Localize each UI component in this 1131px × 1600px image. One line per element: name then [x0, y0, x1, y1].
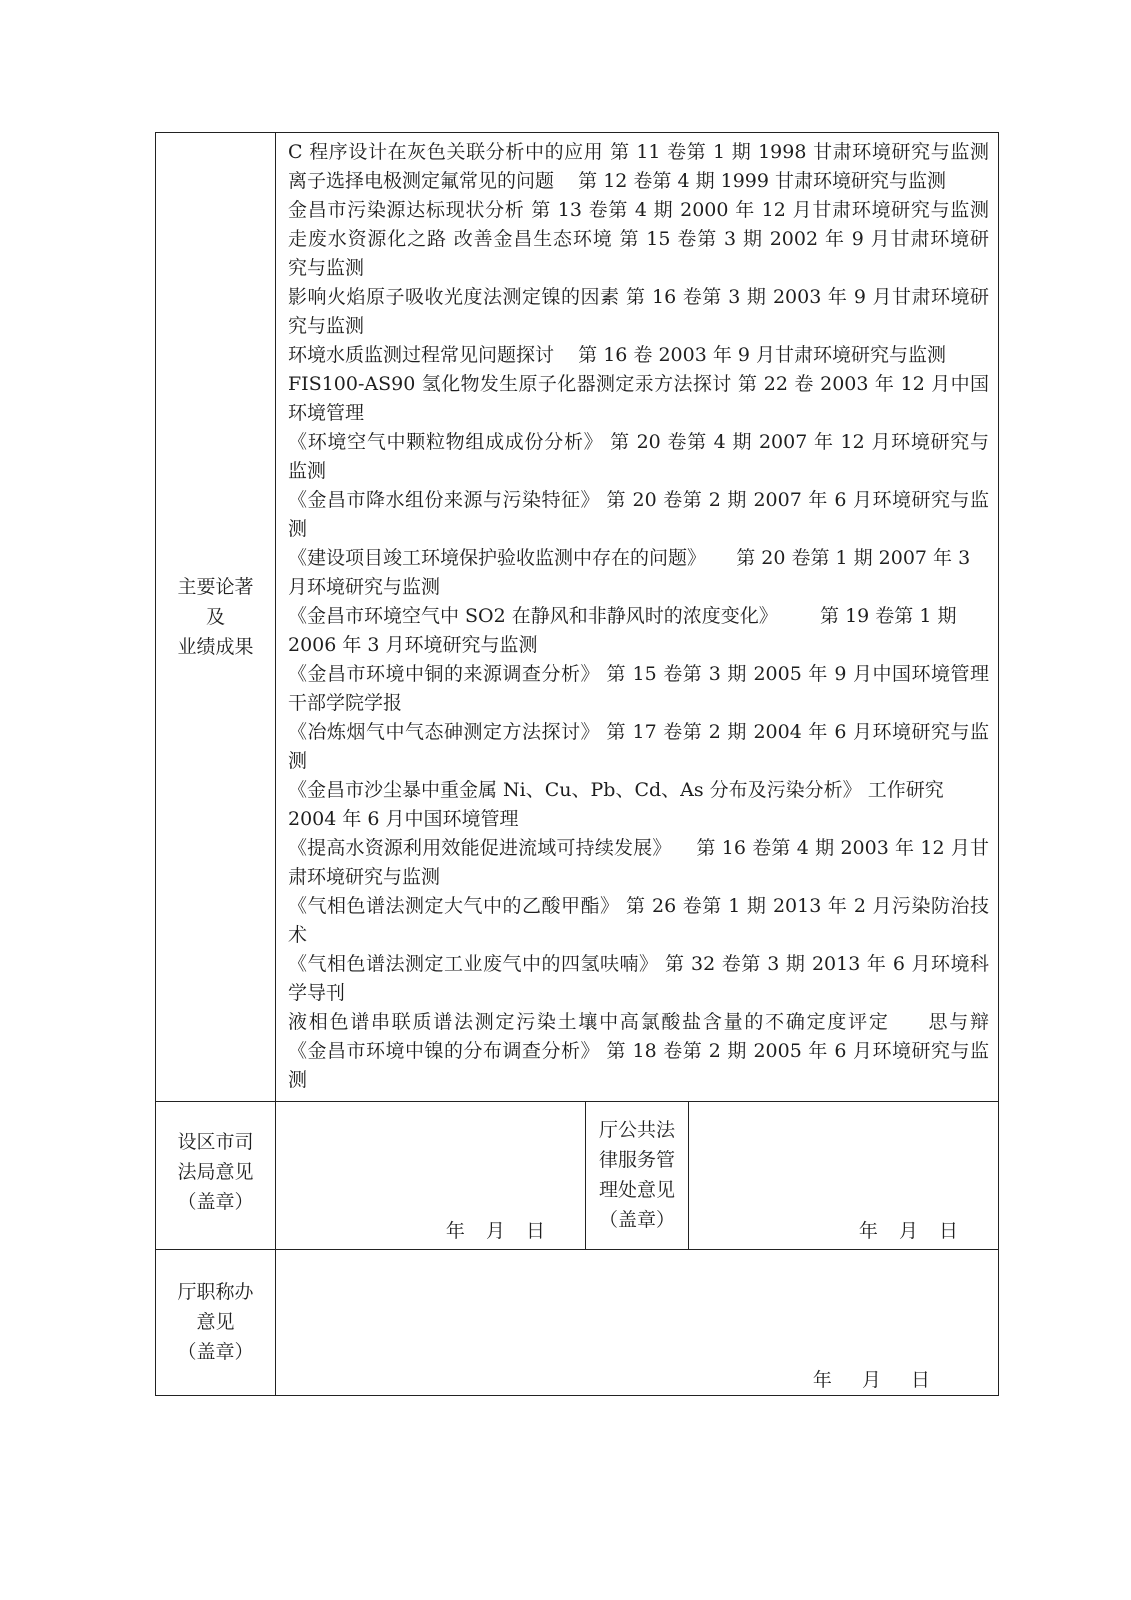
city-bureau-label: [156, 1102, 275, 1217]
entry-line: 《金昌市环境中镍的分布调查分析》 第 18 卷第 2 期 2005 年 6 月环境研究与监: [288, 1040, 989, 1062]
entry-line: 测: [288, 1069, 308, 1091]
entry-line: 干部学院学报: [288, 692, 403, 714]
label-line: 业绩成果: [177, 636, 254, 658]
entry-line: 离子选择电极测定氟常见的问题 第 12 卷第 4 期 1999 甘肃环境研究与监测: [288, 170, 947, 192]
publication-entry: [288, 486, 989, 544]
entry-line: 肃环境研究与监测: [288, 866, 441, 888]
label-line: 及: [205, 606, 225, 628]
entry-line: 《环境空气中颗粒物组成成份分析》 第 20 卷第 4 期 2007 年 12 月环境研究与: [288, 431, 989, 453]
publication-entry: [288, 167, 989, 196]
entry-line: 液相色谱串联质谱法测定污染土壤中高氯酸盐含量的不确定度评定 思与辩: [288, 1011, 989, 1033]
entry-line: 《气相色谱法测定大气中的乙酸甲酯》 第 26 卷第 1 期 2013 年 2 月污染防治技: [288, 895, 989, 917]
achievements-content-cell: [276, 133, 999, 1102]
publication-list: [276, 133, 999, 1099]
label-line: （盖章）: [598, 1209, 675, 1231]
label-line: 厅公共法: [598, 1119, 675, 1141]
opinion-row: [156, 1102, 999, 1250]
label-line: 意见: [196, 1311, 235, 1333]
publication-entry: [288, 1037, 989, 1095]
entry-line: 《金昌市降水组份来源与污染特征》 第 20 卷第 2 期 2007 年 6 月环境研究与监: [288, 489, 989, 511]
publication-entry: [288, 602, 989, 660]
entry-line: 学导刊: [288, 982, 346, 1004]
publication-entry: [288, 138, 989, 167]
publication-entry: [288, 892, 989, 950]
entry-line: 究与监测: [288, 315, 365, 337]
publication-entry: [288, 428, 989, 486]
entry-line: 究与监测: [288, 257, 365, 279]
entry-line: C 程序设计在灰色关联分析中的应用 第 11 卷第 1 期 1998 甘肃环境研究与监测: [288, 141, 989, 163]
title-office-label-cell: [156, 1250, 276, 1396]
review-form-table: [155, 132, 999, 1396]
entry-line: 走废水资源化之路 改善金昌生态环境 第 15 卷第 3 期 2002 年 9 月甘肃环境研: [288, 228, 989, 250]
entry-line: 2004 年 6 月中国环境管理: [288, 808, 519, 830]
achievements-label: [156, 572, 275, 662]
legal-service-label: [586, 1102, 688, 1235]
publication-entry: [288, 544, 989, 602]
date-line: 年 月 日: [858, 1220, 959, 1242]
label-line: （盖章）: [177, 1191, 254, 1213]
label-line: 律服务管: [598, 1149, 675, 1171]
achievements-row: [156, 133, 999, 1102]
city-bureau-label-cell: [156, 1102, 276, 1250]
entry-line: 《提高水资源利用效能促进流域可持续发展》 第 16 卷第 4 期 2003 年 12 月甘: [288, 837, 989, 859]
entry-line: 月环境研究与监测: [288, 576, 441, 598]
entry-line: 测: [288, 518, 308, 540]
label-line: 主要论著: [177, 576, 254, 598]
legal-service-opinion-cell[interactable]: [689, 1102, 999, 1250]
publication-entry: [288, 1008, 989, 1037]
publication-entry: [288, 660, 989, 718]
publication-entry: [288, 834, 989, 892]
title-office-label: [156, 1250, 275, 1367]
title-office-row: [156, 1250, 999, 1396]
publication-entry: [288, 341, 989, 370]
entry-line: 术: [288, 924, 308, 946]
entry-line: 《气相色谱法测定工业废气中的四氢呋喃》 第 32 卷第 3 期 2013 年 6 月环境科: [288, 953, 989, 975]
entry-line: 测: [288, 750, 308, 772]
label-line: 设区市司: [177, 1131, 254, 1153]
date-line: 年 月 日: [812, 1369, 931, 1391]
publication-entry: [288, 776, 989, 834]
city-bureau-opinion-cell[interactable]: [276, 1102, 586, 1250]
publication-entry: [288, 370, 989, 428]
date-line: 年 月 日: [445, 1220, 545, 1242]
legal-service-label-cell: [586, 1102, 689, 1250]
publication-entry: [288, 225, 989, 283]
title-office-opinion-cell[interactable]: [276, 1250, 999, 1396]
entry-line: 环境管理: [288, 402, 365, 424]
publication-entry: [288, 718, 989, 776]
entry-line: 《建设项目竣工环境保护验收监测中存在的问题》 第 20 卷第 1 期 2007 年 3: [288, 547, 971, 569]
label-line: 厅职称办: [177, 1281, 254, 1303]
entry-line: 《金昌市沙尘暴中重金属 Ni、Cu、Pb、Cd、As 分布及污染分析》 工作研究: [288, 779, 944, 801]
publication-entry: [288, 283, 989, 341]
label-line: （盖章）: [177, 1341, 254, 1363]
entry-line: 金昌市污染源达标现状分析 第 13 卷第 4 期 2000 年 12 月甘肃环境研究与监测: [288, 199, 989, 221]
entry-line: 环境水质监测过程常见问题探讨 第 16 卷 2003 年 9 月甘肃环境研究与监测: [288, 344, 947, 366]
entry-line: FIS100-AS90 氢化物发生原子化器测定汞方法探讨 第 22 卷 2003 年 12 月中国: [288, 373, 989, 395]
label-line: 理处意见: [598, 1179, 675, 1201]
entry-line: 《冶炼烟气中气态砷测定方法探讨》 第 17 卷第 2 期 2004 年 6 月环境研究与监: [288, 721, 989, 743]
entry-line: 监测: [288, 460, 327, 482]
publication-entry: [288, 950, 989, 1008]
publication-entry: [288, 196, 989, 225]
entry-line: 《金昌市环境空气中 SO2 在静风和非静风时的浓度变化》 第 19 卷第 1 期: [288, 605, 957, 627]
achievements-label-cell: [156, 133, 276, 1102]
entry-line: 影响火焰原子吸收光度法测定镍的因素 第 16 卷第 3 期 2003 年 9 月甘肃环境研: [288, 286, 989, 308]
label-line: 法局意见: [177, 1161, 254, 1183]
entry-line: 《金昌市环境中铜的来源调查分析》 第 15 卷第 3 期 2005 年 9 月中国环境管理: [288, 663, 989, 685]
entry-line: 2006 年 3 月环境研究与监测: [288, 634, 538, 656]
